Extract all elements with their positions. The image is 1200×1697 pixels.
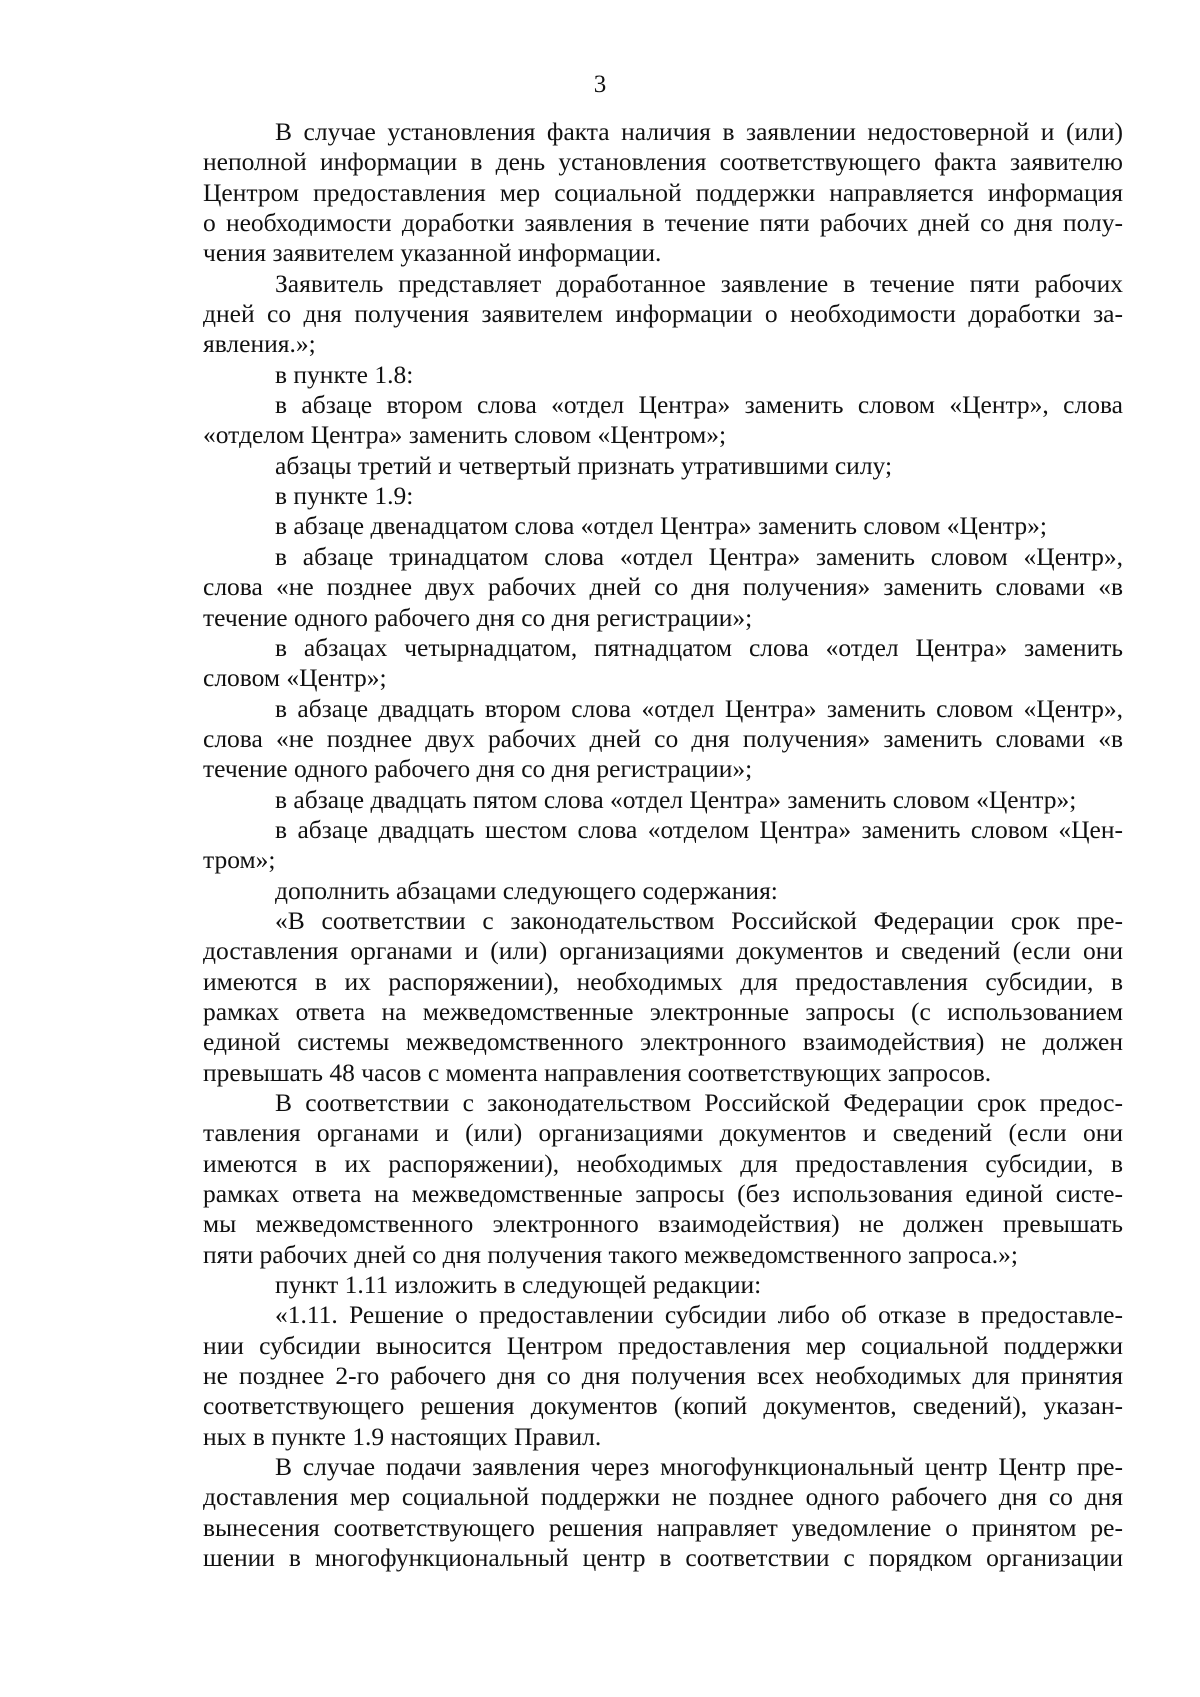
text-line: пяти рабочих дней со дня получения такого межведомственного запроса.»; (203, 1239, 1019, 1269)
paragraph (203, 269, 1123, 360)
paragraph (203, 117, 1123, 269)
text-line: ных в пункте 1.9 настоящих Правил. (203, 1421, 602, 1451)
paragraph (203, 451, 1123, 481)
text-line: В случае подачи заявления через многофункциональный центр Центр пре- (275, 1452, 1123, 1482)
paragraph (203, 906, 1123, 1088)
paragraph (203, 390, 1123, 451)
text-line: тавления органами и (или) организациями документов и сведений (если они (203, 1118, 1123, 1148)
text-line: рамках ответа на межведомственные электронные запросы (с использованием (203, 996, 1123, 1026)
text-line: В соответствии с законодательством Российской Федерации срок предос- (275, 1088, 1123, 1117)
paragraph (203, 815, 1123, 876)
text-line: «В соответствии с законодательством Российской Федерации срок пре- (275, 905, 1123, 935)
text-line: нии субсидии выносится Центром предоставления мер социальной поддержки (203, 1330, 1123, 1360)
text-line: в абзаце втором слова «отдел Центра» заменить словом «Центр», слова (275, 390, 1123, 420)
text-line: в пункте 1.8: (275, 359, 414, 389)
paragraph (203, 481, 1123, 511)
text-line: Заявитель представляет доработанное заявление в течение пяти рабочих (275, 268, 1123, 298)
text-line: чения заявителем указанной информации. (203, 238, 662, 268)
paragraph (203, 785, 1123, 815)
text-line: словом «Центр»; (203, 663, 387, 693)
text-line: в абзаце тринадцатом слова «отдел Центра» заменить словом «Центр», (275, 541, 1123, 571)
text-line: «1.11. Решение о предоставлении субсидии либо об отказе в предоставле- (275, 1300, 1123, 1330)
paragraph (203, 1270, 1123, 1300)
document-body (203, 117, 1123, 1574)
text-line: в абзаце двенадцатом слова «отдел Центра» заменить словом «Центр»; (275, 511, 1047, 541)
text-line: В случае установления факта наличия в заявлении недостоверной и (или) (275, 117, 1123, 146)
text-line: абзацы третий и четвертый признать утратившими силу; (275, 450, 893, 480)
text-line: в пункте 1.9: (275, 481, 414, 511)
text-line: имеются в их распоряжении), необходимых для предоставления субсидии, в (203, 1148, 1123, 1178)
text-line: соответствующего решения документов (копий документов, сведений), указан- (203, 1391, 1123, 1421)
paragraph (203, 633, 1123, 694)
text-line: явления.»; (203, 329, 316, 359)
paragraph (203, 542, 1123, 633)
paragraph (203, 511, 1123, 541)
text-line: вынесения соответствующего решения направляет уведомление о принятом ре- (203, 1512, 1123, 1542)
text-line: превышать 48 часов с момента направления соответствующих запросов. (203, 1057, 992, 1087)
text-line: слова «не позднее двух рабочих дней со дня получения» заменить словами «в (203, 572, 1123, 602)
text-line: доставления мер социальной поддержки не позднее одного рабочего дня со дня (203, 1482, 1123, 1512)
paragraph (203, 1088, 1123, 1270)
text-line: течение одного рабочего дня со дня регистрации»; (203, 602, 753, 632)
text-line: мы межведомственного электронного взаимодействия) не должен превышать (203, 1209, 1123, 1239)
paragraph (203, 360, 1123, 390)
text-line: в абзаце двадцать втором слова «отдел Центра» заменить словом «Центр», (275, 693, 1123, 723)
text-line: течение одного рабочего дня со дня регистрации»; (203, 754, 753, 784)
paragraph (203, 876, 1123, 906)
text-line: дополнить абзацами следующего содержания: (275, 875, 778, 905)
text-line: «отделом Центра» заменить словом «Центром»; (203, 420, 727, 450)
text-line: Центром предоставления мер социальной поддержки направляется информация (203, 177, 1123, 207)
text-line: рамках ответа на межведомственные запросы (без использования единой систе- (203, 1179, 1123, 1209)
page-number: 3 (593, 71, 607, 98)
text-line: шении в многофункциональный центр в соответствии с порядком организации (203, 1543, 1123, 1573)
paragraph (203, 1452, 1123, 1573)
text-line: неполной информации в день установления соответствующего факта заявителю (203, 147, 1123, 177)
text-line: тром»; (203, 845, 276, 875)
text-line: в абзаце двадцать шестом слова «отделом Центра» заменить словом «Цен- (275, 814, 1123, 844)
paragraph (203, 694, 1123, 785)
text-line: слова «не позднее двух рабочих дней со дня получения» заменить словами «в (203, 723, 1123, 753)
text-line: в абзацах четырнадцатом, пятнадцатом слова «отдел Центра» заменить (275, 632, 1123, 662)
text-line: в абзаце двадцать пятом слова «отдел Центра» заменить словом «Центр»; (275, 784, 1077, 814)
text-line: о необходимости доработки заявления в течение пяти рабочих дней со дня полу- (203, 208, 1123, 238)
text-line: дней со дня получения заявителем информации о необходимости доработки за- (203, 299, 1123, 329)
text-line: единой системы межведомственного электронного взаимодействия) не должен (203, 1027, 1123, 1057)
text-line: пункт 1.11 изложить в следующей редакции: (275, 1270, 762, 1300)
text-line: доставления органами и (или) организациями документов и сведений (если они (203, 936, 1123, 966)
paragraph (203, 1300, 1123, 1452)
text-line: не позднее 2-го рабочего дня со дня получения всех необходимых для принятия (203, 1361, 1123, 1391)
text-line: имеются в их распоряжении), необходимых для предоставления субсидии, в (203, 966, 1123, 996)
